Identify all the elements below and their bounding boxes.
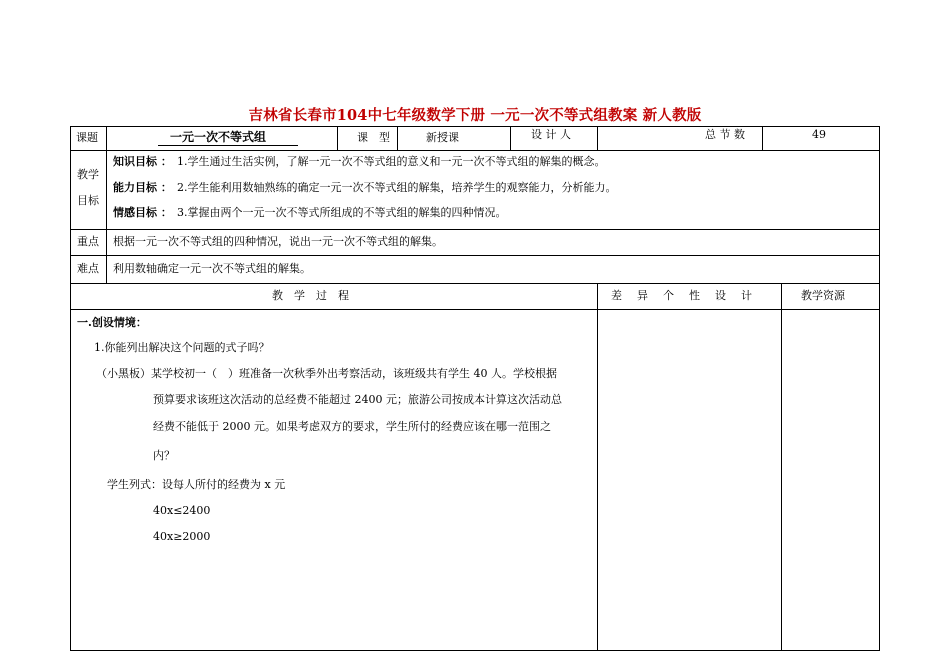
total-sessions-label: 总 节 数 <box>705 128 745 141</box>
row-divider-4 <box>70 283 880 284</box>
topic-value: 一元一次不等式组 <box>170 130 267 144</box>
difficulty-label: 难点 <box>77 262 99 275</box>
key-point-text: 根据一元一次不等式组的四种情况，说出一元一次不等式组的解集。 <box>113 235 443 248</box>
document-title: 吉林省长春市104中七年级数学下册 一元一次不等式组教案 新人教版 <box>248 107 702 124</box>
knowledge-goal-text: 1.学生通过生活实例，了解一元一次不等式组的意义和一元一次不等式组的解集的概念。 <box>177 155 606 168</box>
type-label: 课 型 <box>357 131 390 144</box>
topic-label: 课题 <box>76 131 98 144</box>
topic-underline <box>158 145 298 146</box>
col-divider-designer <box>510 126 511 150</box>
key-point-label: 重点 <box>77 235 99 248</box>
difficulty-text: 利用数轴确定一元一次不等式组的解集。 <box>113 262 311 275</box>
col-divider-resources <box>781 283 782 651</box>
question-1: 1.你能列出解决这个问题的式子吗？ <box>94 341 270 354</box>
ability-goal-label: 能力目标 ： <box>113 181 172 194</box>
col-divider-designer-value <box>597 126 598 150</box>
problem-line-4: 内？ <box>153 449 175 462</box>
section-1-heading: 一.创设情境： <box>77 316 147 329</box>
problem-line-3: 经费不能低于 2000 元。如果考虑双方的要求，学生所付的经费应该在哪一范围之 <box>153 420 551 433</box>
col-divider-label <box>106 126 107 283</box>
col-divider-type-value <box>397 126 398 150</box>
resources-header: 教学资源 <box>801 289 845 302</box>
goals-label-line2: 目标 <box>77 194 99 207</box>
differentiation-header: 差 异 个 性 设 计 <box>611 289 754 302</box>
emotion-goal-label: 情感目标 ： <box>113 206 172 219</box>
total-sessions-value: 49 <box>812 128 826 141</box>
row-divider-2 <box>70 229 880 230</box>
designer-label: 设 计 人 <box>531 128 571 141</box>
lesson-plan-table <box>70 126 880 651</box>
inequality-2: 40x≥2000 <box>153 530 211 543</box>
row-divider-1 <box>70 150 880 151</box>
knowledge-goal-label: 知识目标 ： <box>113 155 172 168</box>
row-divider-5 <box>70 309 880 310</box>
col-divider-total-value <box>762 126 763 150</box>
inequality-1: 40x≤2400 <box>153 504 211 517</box>
row-divider-3 <box>70 255 880 256</box>
col-divider-type <box>337 126 338 150</box>
col-divider-diff <box>597 283 598 651</box>
ability-goal-text: 2.学生能利用数轴熟练的确定一元一次不等式组的解集，培养学生的观察能力，分析能力。 <box>177 181 617 194</box>
emotion-goal-text: 3.掌握由两个一元一次不等式所组成的不等式组的解集的四种情况。 <box>177 206 507 219</box>
goals-label-line1: 教学 <box>77 168 99 181</box>
process-header: 教 学 过 程 <box>272 289 349 302</box>
problem-line-1: （小黑板）某学校初一（ ）班准备一次秋季外出考察活动，该班级共有学生 40 人。学校根据 <box>96 367 557 380</box>
problem-line-2: 预算要求该班这次活动的总经费不能超过 2400 元；旅游公司按成本计算这次活动总 <box>153 393 562 406</box>
type-value: 新授课 <box>426 131 459 144</box>
student-expression: 学生列式：设每人所付的经费为 x 元 <box>107 478 286 491</box>
